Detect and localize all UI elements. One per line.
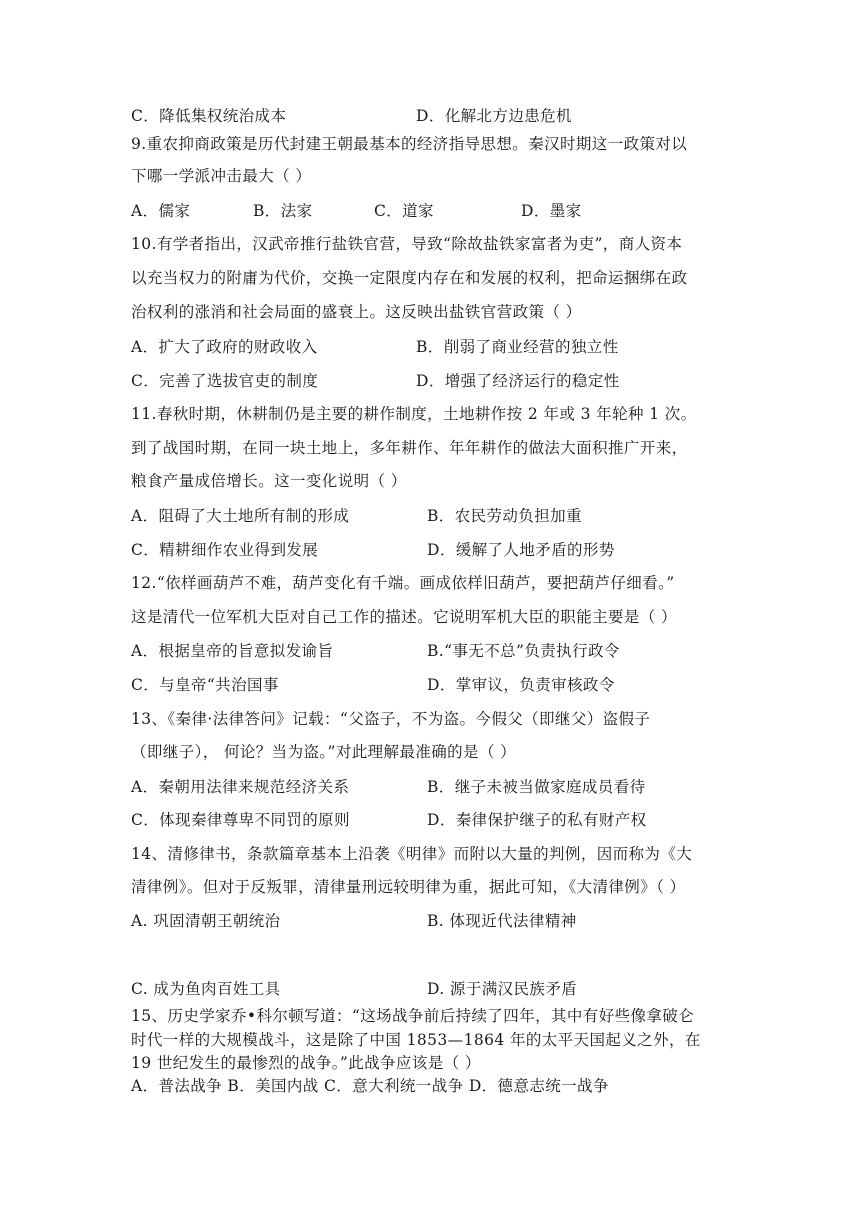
q10-stem-line-1: 10.有学者指出，汉武帝推行盐铁官营，导致“除故盐铁家富者为吏”，商人资本: [131, 235, 683, 253]
q9-option-c: C．道家: [374, 202, 434, 220]
q13-stem-line-2: （即继子）， 何论？当为盗。”对此理解最准确的是（ ）: [131, 743, 517, 761]
q12-option-c: C．与皇帝“共治国事: [131, 676, 279, 694]
q12-option-a: A．根据皇帝的旨意拟发谕旨: [131, 642, 334, 660]
q14-option-d: D. 源于满汉民族矛盾: [427, 980, 578, 998]
q13-stem-line-1: 13、《秦律·法律答问》记载：“父盗子，不为盗。今假父（即继父）盗假子: [131, 710, 651, 728]
q14-option-a: A. 巩固清朝王朝统治: [131, 912, 281, 930]
q11-option-c: C．精耕细作农业得到发展: [131, 541, 319, 559]
q12-stem-line-2: 这是清代一位军机大臣对自己工作的描述。它说明军机大臣的职能主要是（ ）: [131, 608, 677, 626]
q9-option-b: B．法家: [253, 202, 313, 220]
q9-option-a: A．儒家: [131, 202, 191, 220]
q13-option-a: A．秦朝用法律来规范经济关系: [131, 778, 350, 796]
q9-stem-line-1: 9.重农抑商政策是历代封建王朝最基本的经济指导思想。秦汉时期这一政策对以: [131, 135, 688, 153]
q14-stem-line-2: 清律例》。但对于反叛罪，清律量刑远较明律为重，据此可知，《大清律例》（ ）: [131, 878, 686, 896]
q9-stem-line-2: 下哪一学派冲击最大（ ）: [131, 167, 312, 185]
q14-option-c: C. 成为鱼肉百姓工具: [131, 980, 281, 998]
q15-options: A．普法战争 B．美国内战 C．意大利统一战争 D．德意志统一战争: [131, 1077, 609, 1095]
q10-option-c: C．完善了选拔官吏的制度: [131, 372, 319, 390]
q11-stem-line-3: 粮食产量成倍增长。这一变化说明（ ）: [131, 472, 407, 490]
q10-option-a: A．扩大了政府的财政收入: [131, 338, 318, 356]
q10-stem-line-3: 治权利的涨消和社会局面的盛衰上。这反映出盐铁官营政策（ ）: [131, 303, 582, 321]
q12-stem-line-1: 12.“依样画葫芦不难，葫芦变化有千端。画成依样旧葫芦，要把葫芦仔细看。”: [131, 574, 675, 592]
q8-option-c: C．降低集权统治成本: [131, 107, 287, 125]
q12-option-d: D．掌审议，负责审核政令: [427, 676, 615, 694]
q11-option-d: D．缓解了人地矛盾的形势: [427, 541, 615, 559]
q14-stem-line-1: 14、清修律书，条款篇章基本上沿袭《明律》而附以大量的判例，因而称为《大: [131, 845, 693, 863]
q13-option-d: D．秦律保护继子的私有财产权: [427, 811, 647, 829]
q11-option-b: B．农民劳动负担加重: [427, 507, 582, 525]
q11-option-a: A．阻碍了大土地所有制的形成: [131, 507, 350, 525]
q10-option-b: B．削弱了商业经营的独立性: [416, 338, 619, 356]
q13-option-b: B．继子未被当做家庭成员看待: [427, 778, 646, 796]
q15-stem-line-1: 15、历史学家乔•科尔顿写道：“这场战争前后持续了四年，其中有好些像拿破仑: [131, 1007, 695, 1025]
q10-option-d: D．增强了经济运行的稳定性: [416, 372, 620, 390]
q12-option-b: B.“事无不总”负责执行政令: [427, 642, 620, 660]
q8-option-d: D．化解北方边患危机: [416, 107, 572, 125]
q9-option-d: D．墨家: [521, 202, 582, 220]
q14-option-b: B. 体现近代法律精神: [427, 912, 577, 930]
q10-stem-line-2: 以充当权力的附庸为代价，交换一定限度内存在和发展的权利，把命运捆绑在政: [131, 269, 688, 287]
q11-stem-line-2: 到了战国时期，在同一块土地上，多年耕作、年年耕作的做法大面积推广开来，: [131, 439, 688, 457]
q11-stem-line-1: 11.春秋时期，休耕制仍是主要的耕作制度，土地耕作按 2 年或 3 年轮种 1 次。: [131, 405, 697, 423]
q15-stem-line-2: 时代一样的大规模战斗，这是除了中国 1853—1864 年的太平天国起义之外，在: [131, 1031, 701, 1049]
q13-option-c: C．体现秦律尊卑不同罚的原则: [131, 811, 350, 829]
q15-stem-line-3: 19 世纪发生的最惨烈的战争。”此战争应该是（ ）: [131, 1054, 481, 1072]
